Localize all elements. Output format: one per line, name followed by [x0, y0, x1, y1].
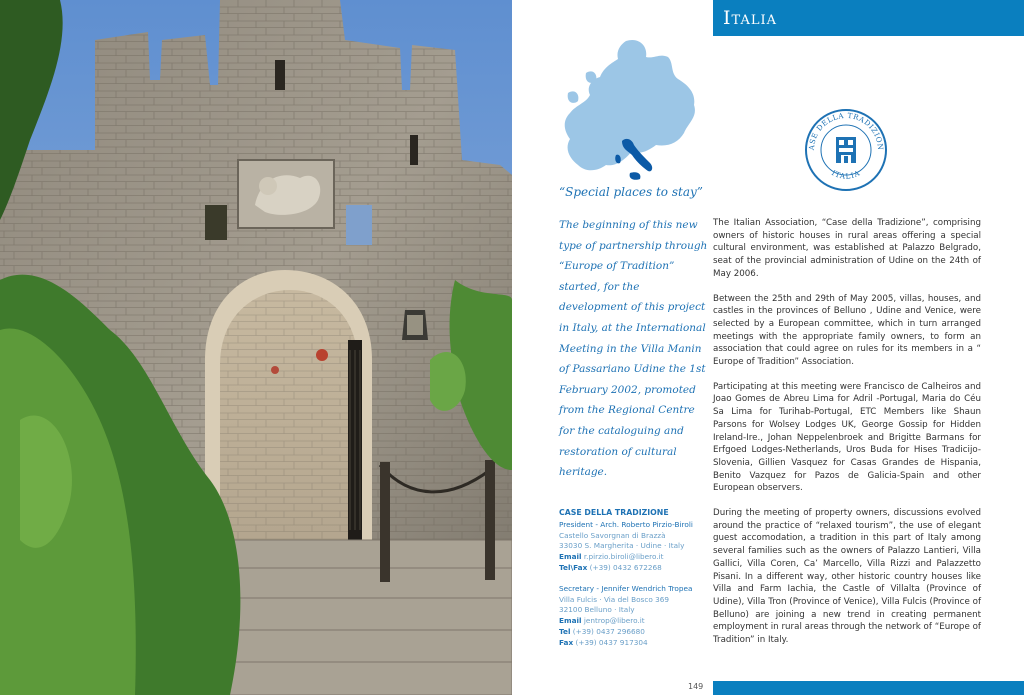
- header-bar: [713, 0, 1024, 36]
- secretary-tel-row: [559, 627, 709, 638]
- president-address-line: 33030 S. Margherita · Udine · Italy: [559, 541, 685, 551]
- article-body: [713, 217, 981, 659]
- body-paragraph: The Italian Association, “Case della Tradizione”, comprising owners of historic houses in rural areas offering a special cultural environment, was established at Palazzo Belgrado, seat of the provincial administration of Udine on the 24th of May 2006.: [713, 218, 981, 279]
- contact-block: [559, 508, 709, 649]
- page-number: 149: [688, 682, 704, 691]
- seal-text-top: ASE DELLA TRADIZION: [806, 110, 886, 151]
- telfax-label: Tel\Fax: [559, 562, 588, 572]
- fax-label: Fax: [559, 637, 574, 647]
- president-name: President - Arch. Roberto Pirzio-Biroli: [559, 519, 693, 529]
- case-della-tradizione-seal-icon: [804, 103, 888, 197]
- organization-name: CASE DELLA TRADIZIONE: [559, 508, 669, 517]
- secretary-email-link[interactable]: jentrop@libero.it: [581, 616, 645, 626]
- email-label: Email: [559, 616, 582, 626]
- president-tel-row: [559, 563, 709, 574]
- president-email-link[interactable]: r.pirzio.biroli@libero.it: [581, 552, 664, 562]
- secretary-fax: (+39) 0437 917304: [573, 637, 648, 647]
- tagline: “Special places to stay”: [559, 185, 703, 199]
- secretary-email-row: [559, 616, 709, 627]
- secretary-name: Secretary - Jennifer Wendrich Tropea: [559, 583, 693, 593]
- footer-bar: [713, 681, 1024, 695]
- body-paragraph: Participating at this meeting were Francisco de Calheiros and Joao Gomes de Abreu Lima for Adril -Portugal, Maria do Céu Sa Lima for Turihab-Portugal, ETC Members like Shaun Parsons for Wolsey Lodges UK, George Gossip for Hidden Ireland-Ire., Johan Neppelenbroek and Brigitte Barmans for Erfgoed Lodges-Netherlands, Uros Buda for Hises Tradicijo-Slovenia, Gillien Vasquez for Casas Grandes de Hispania, Benito Vazquez for Pazos de Galicia-Spain and other European observers.: [713, 381, 981, 494]
- tel-label: Tel: [559, 626, 571, 636]
- body-paragraph: During the meeting of property owners, discussions evolved around the practice of “relaxed tourism”, the use of elegant guest accomodation, a tradition in this part of Italy among several families such as the owners of Palazzo Lantieri, Villa Gallici, Villa Coren, Ca’ Marcello, Villa Rizzi and Palazzetto Pisani. In a different way, other historic country houses like Villa and Farm Iachia, the Castle of Villalta (Province of Udine), Villa Tron (Province of Venice), Villa Fulcis (Province of Belluno) are joining a new trend in creating permanent employment in rural areas through the network of “Europe of Tradition” in Italy.: [713, 508, 981, 646]
- seal-text-bottom: ITALIA: [830, 168, 862, 181]
- secretary-address-line: Villa Fulcis · Via del Bosco 369: [559, 594, 670, 604]
- secretary-address-line: 32100 Belluno · Italy: [559, 605, 635, 615]
- president-address-line: Castello Savorgnan di Brazzà: [559, 530, 666, 540]
- president-email-row: [559, 552, 709, 563]
- europe-map-icon: [556, 33, 706, 183]
- intro-paragraph: The beginning of this new type of partnership through “Europe of Tradition” started, for the development of this project in Italy, at the International Meeting in the Villa Manin of Passariano Udine the 1st February 2002, promoted from the Regional Centre for the cataloguing and restoration of cultural heritage.: [559, 219, 708, 479]
- email-label: Email: [559, 552, 582, 562]
- secretary-tel: (+39) 0437 296680: [570, 626, 645, 636]
- body-paragraph: Between the 25th and 29th of May 2005, villas, houses, and castles in the provinces of Belluno , Udine and Venice, were selected by a European committee, which in turn arranged meetings with the appropriate family owners, to form an association that could agree on rules for its members in a “ Europe of Tradition” Association.: [713, 293, 981, 368]
- page-title: Italia: [723, 7, 778, 29]
- president-tel: (+39) 0432 672268: [587, 562, 662, 572]
- secretary-fax-row: [559, 638, 709, 649]
